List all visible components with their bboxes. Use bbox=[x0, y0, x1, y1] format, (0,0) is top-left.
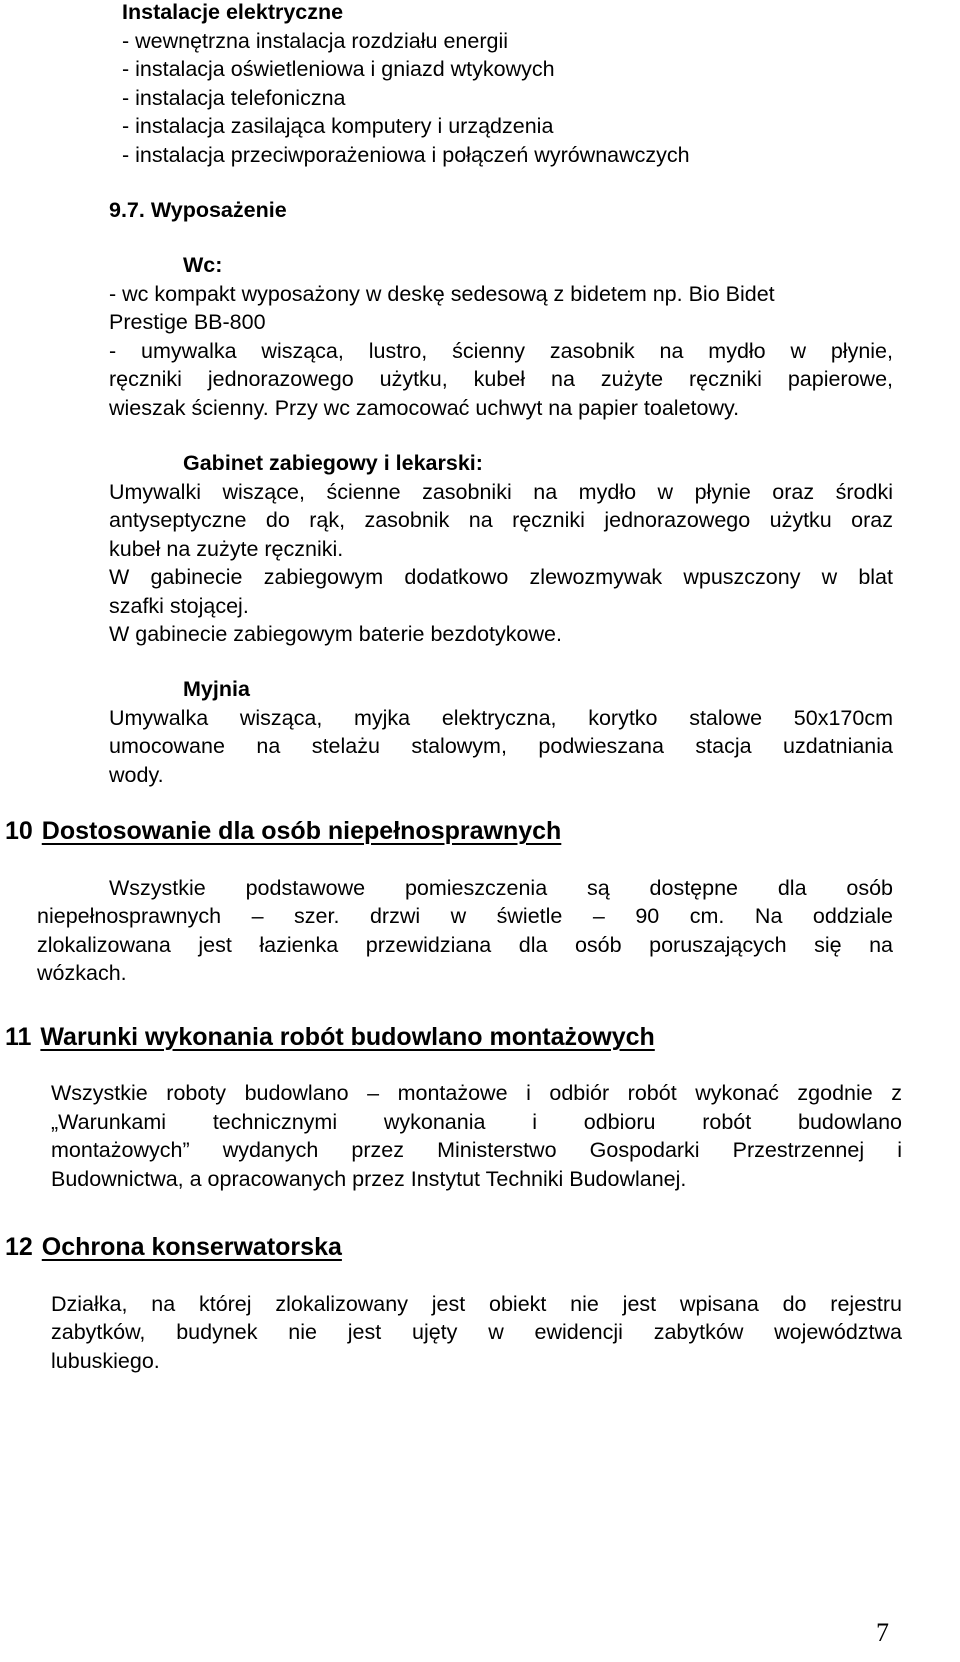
section-number: 12 bbox=[5, 1233, 33, 1261]
s11-line: montażowych” wydanych przez Ministerstwo Gospodarki Przestrzennej i bbox=[51, 1138, 902, 1162]
section-title: Warunki wykonania robót budowlano montażowych bbox=[40, 1023, 655, 1051]
s11-line: Budownictwa, a opracowanych przez Instytut Techniki Budowlanej. bbox=[51, 1167, 687, 1191]
electrical-item: - instalacja zasilająca komputery i urządzenia bbox=[122, 114, 554, 138]
wc-line: - umywalka wisząca, lustro, ścienny zasobnik na mydło w płynie, bbox=[109, 339, 893, 363]
myjnia-heading: Myjnia bbox=[183, 677, 250, 701]
myjnia-line: Umywalka wisząca, myjka elektryczna, korytko stalowe 50x170cm bbox=[109, 706, 893, 730]
gabinet-line: W gabinecie zabiegowym baterie bezdotykowe. bbox=[109, 622, 562, 646]
s12-line: zabytków, budynek nie jest ujęty w ewidencji zabytków województwa bbox=[51, 1320, 902, 1344]
gabinet-line: szafki stojącej. bbox=[109, 594, 249, 618]
gabinet-line: antyseptyczne do rąk, zasobnik na ręczniki jednorazowego użytku oraz bbox=[109, 508, 893, 532]
myjnia-line: wody. bbox=[109, 763, 164, 787]
wc-line: ręczniki jednorazowego użytku, kubeł na zużyte ręczniki papierowe, bbox=[109, 367, 893, 391]
s11-line: „Warunkami technicznymi wykonania i odbioru robót budowlano bbox=[51, 1110, 902, 1134]
electrical-heading: Instalacje elektryczne bbox=[122, 0, 344, 24]
s10-line: Wszystkie podstawowe pomieszczenia są dostępne dla osób bbox=[109, 876, 893, 900]
section-10-heading bbox=[5, 817, 561, 846]
s10-line: wózkach. bbox=[37, 961, 127, 985]
s11-line: Wszystkie roboty budowlano – montażowe i odbiór robót wykonać zgodnie z bbox=[51, 1081, 902, 1105]
gabinet-heading: Gabinet zabiegowy i lekarski: bbox=[183, 451, 483, 475]
s12-line: Działka, na której zlokalizowany jest obiekt nie jest wpisana do rejestru bbox=[51, 1292, 902, 1316]
electrical-item: - wewnętrzna instalacja rozdziału energii bbox=[122, 29, 508, 53]
section-11-heading bbox=[5, 1023, 655, 1052]
section-number: 10 bbox=[5, 817, 33, 845]
s10-line: niepełnosprawnych – szer. drzwi w świetle – 90 cm. Na oddziale bbox=[37, 904, 893, 928]
gabinet-line: Umywalki wiszące, ścienne zasobniki na mydło w płynie oraz środki bbox=[109, 480, 893, 504]
page-number: 7 bbox=[876, 1618, 889, 1647]
electrical-item: - instalacja przeciwporażeniowa i połączeń wyrównawczych bbox=[122, 143, 690, 167]
wc-line: Prestige BB-800 bbox=[109, 310, 266, 334]
section-title: Ochrona konserwatorska bbox=[41, 1233, 342, 1261]
s12-line: lubuskiego. bbox=[51, 1349, 160, 1373]
myjnia-line: umocowane na stelażu stalowym, podwieszana stacja uzdatniania bbox=[109, 734, 893, 758]
wc-line: - wc kompakt wyposażony w deskę sedesową z bidetem np. Bio Bidet bbox=[109, 282, 775, 306]
section-number: 11 bbox=[5, 1023, 32, 1051]
gabinet-line: kubeł na zużyte ręczniki. bbox=[109, 537, 344, 561]
electrical-item: - instalacja oświetleniowa i gniazd wtykowych bbox=[122, 57, 555, 81]
gabinet-line: W gabinecie zabiegowym dodatkowo zlewozmywak wpuszczony w blat bbox=[109, 565, 893, 589]
wc-line: wieszak ścienny. Przy wc zamocować uchwyt na papier toaletowy. bbox=[109, 396, 740, 420]
section-9-7-heading: 9.7. Wyposażenie bbox=[109, 198, 287, 222]
wc-heading: Wc: bbox=[183, 253, 223, 277]
section-12-heading bbox=[5, 1233, 342, 1262]
electrical-item: - instalacja telefoniczna bbox=[122, 86, 346, 110]
section-title: Dostosowanie dla osób niepełnosprawnych bbox=[41, 817, 562, 845]
s10-line: zlokalizowana jest łazienka przewidziana dla osób poruszających się na bbox=[37, 933, 893, 957]
